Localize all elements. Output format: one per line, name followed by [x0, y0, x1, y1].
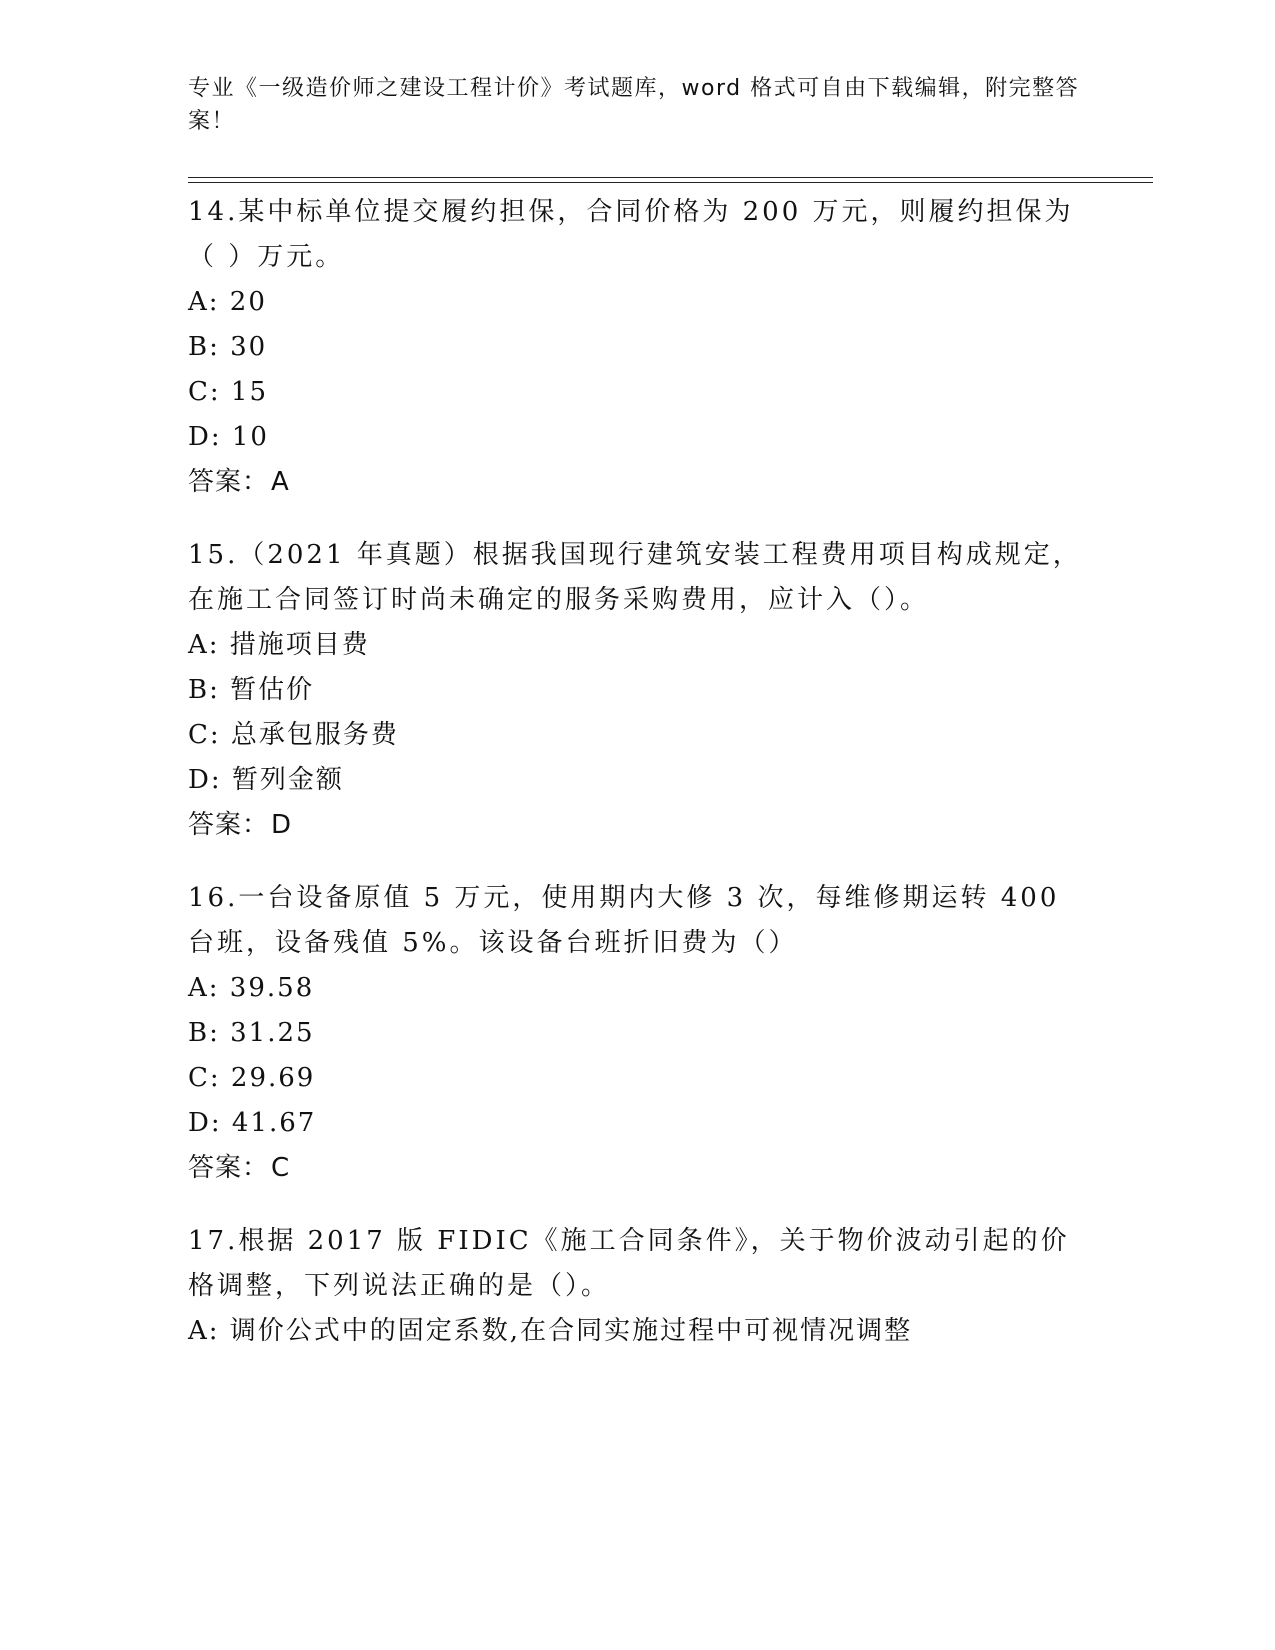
question-15 — [188, 533, 1088, 848]
answer-value: D — [271, 810, 293, 840]
option-b: B: 30 — [188, 332, 268, 362]
option-b: B: 暂估价 — [188, 675, 315, 705]
question-14 — [188, 190, 1088, 505]
header-divider-bottom — [188, 182, 1153, 183]
option-d: D: 暂列金额 — [188, 765, 344, 795]
option-d: D: 10 — [188, 422, 269, 452]
question-stem: 17.根据 2017 版 FIDIC《施工合同条件》，关于物价波动引起的价格调整，下列说法正确的是（）。 — [188, 1226, 1070, 1301]
option-a: A: 20 — [188, 287, 267, 317]
option-c: C: 29.69 — [188, 1063, 316, 1093]
answer-value: C — [271, 1153, 291, 1183]
option-a: A: 措施项目费 — [188, 630, 370, 660]
answer-line — [188, 1146, 1088, 1191]
question-stem: 14.某中标单位提交履约担保，合同价格为 200 万元，则履约担保为（ ）万元。 — [188, 197, 1074, 272]
question-17 — [188, 1219, 1088, 1354]
answer-line — [188, 460, 1088, 505]
answer-label: 答案： — [188, 467, 270, 497]
option-b: B: 31.25 — [188, 1018, 315, 1048]
question-stem: 15.（2021 年真题）根据我国现行建筑安装工程费用项目构成规定，在施工合同签订时尚未确定的服务采购费用，应计入（）。 — [188, 540, 1082, 615]
header-divider-top — [188, 177, 1153, 178]
question-16 — [188, 876, 1088, 1191]
option-a: A: 调价公式中的固定系数,在合同实施过程中可视情况调整 — [188, 1316, 913, 1346]
answer-line — [188, 803, 1088, 848]
answer-label: 答案： — [188, 1153, 270, 1183]
question-stem: 16.一台设备原值 5 万元，使用期内大修 3 次，每维修期运转 400 台班，设备残值 5%。该设备台班折旧费为（） — [188, 883, 1060, 958]
option-c: C: 15 — [188, 377, 269, 407]
document-header: 专业《一级造价师之建设工程计价》考试题库，word 格式可自由下载编辑，附完整答案！ — [188, 76, 1080, 134]
question-list — [188, 190, 1088, 1382]
option-c: C: 总承包服务费 — [188, 720, 399, 750]
option-d: D: 41.67 — [188, 1108, 317, 1138]
option-a: A: 39.58 — [188, 973, 315, 1003]
answer-value: A — [271, 467, 290, 497]
answer-label: 答案： — [188, 810, 270, 840]
